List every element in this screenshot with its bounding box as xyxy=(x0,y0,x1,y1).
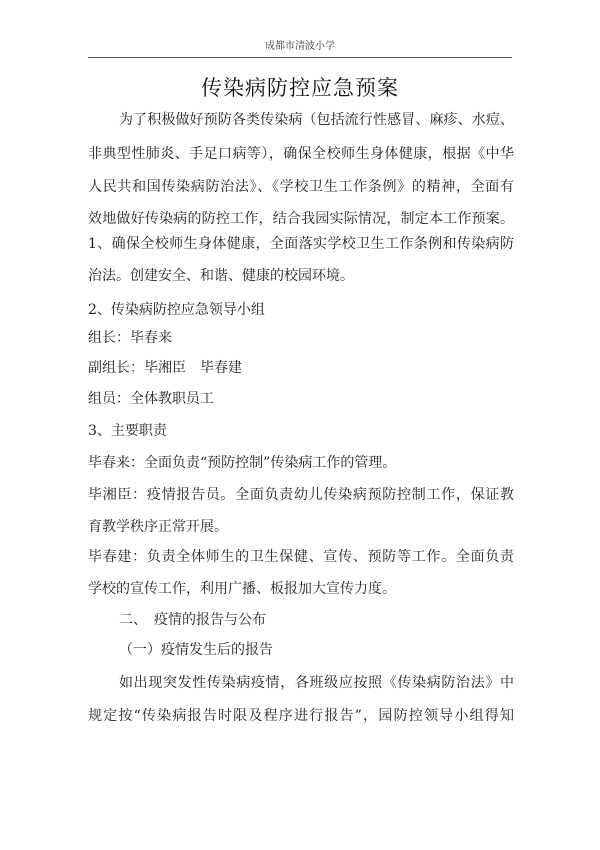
section1-line-2: 治法。创建安全、和谐、健康的校园环境。 xyxy=(88,268,354,284)
part2-line-1: 如出现突发性传染病疫情，各班级应按照《传染病防治法》中 xyxy=(119,675,514,691)
intro-line-2: 非典型性肺炎、手足口病等），确保全校师生身体健康，根据《中华 xyxy=(88,146,514,162)
group-leader: 组长：毕春来 xyxy=(88,330,172,346)
intro-line-4: 效地做好传染病的防控工作，结合我园实际情况，制定本工作预案。 xyxy=(88,211,514,227)
duty-line-1: 毕春来：全面负责“预防控制”传染病工作的管理。 xyxy=(88,455,397,471)
part2-line-2: 规定按“传染病报告时限及程序进行报告”，园防控领导小组得知 xyxy=(88,708,514,724)
duty-line-4: 毕春建：负责全体师生的卫生保健、宣传、预防等工作。全面负责 xyxy=(88,549,514,565)
duty-line-3: 育教学秩序正常开展。 xyxy=(88,519,228,535)
section1-line-1: 1、确保全校师生身体健康，全面落实学校卫生工作条例和传染病防 xyxy=(88,236,514,252)
duty-line-2: 毕湘臣：疫情报告员。全面负责幼儿传染病预防控制工作，保证教 xyxy=(88,487,514,503)
header-divider xyxy=(88,57,512,58)
part2-heading: 二、 疫情的报告与公布 xyxy=(119,612,266,628)
intro-line-3: 人民共和国传染病防治法》、《学校卫生工作条例》的精神，全面有 xyxy=(88,179,514,195)
group-members: 组员：全体教职员工 xyxy=(88,391,214,407)
part2-subheading: （一）疫情发生后的报告 xyxy=(119,642,273,658)
page-header-school-name: 成都市清波小学 xyxy=(265,41,335,52)
duty-line-5: 学校的宣传工作，利用广播、板报加大宣传力度。 xyxy=(88,581,396,597)
deputy-leaders: 副组长：毕湘臣 毕春建 xyxy=(88,360,242,376)
document-title: 传染病防控应急预案 xyxy=(201,76,399,100)
section3-heading: 3、主要职责 xyxy=(88,423,167,439)
section2-heading: 2、传染病防控应急领导小组 xyxy=(88,302,265,318)
intro-line-1: 为了积极做好预防各类传染病（包括流行性感冒、麻疹、水痘、 xyxy=(119,112,514,128)
